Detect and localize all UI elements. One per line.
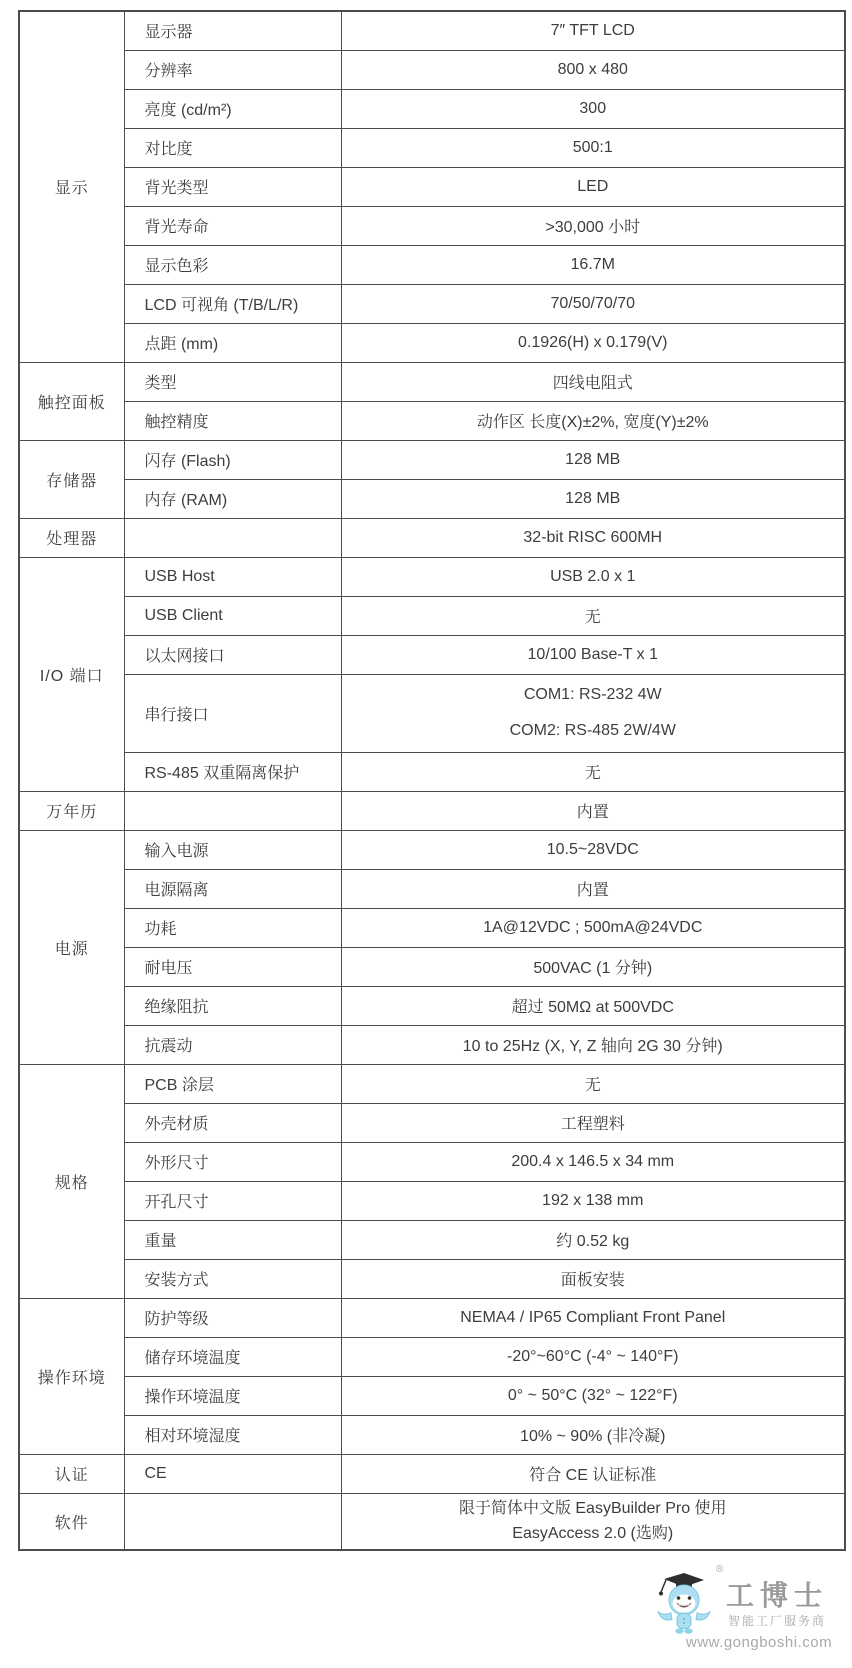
spec-value: 无 [341,1064,845,1103]
spec-label: 点距 (mm) [124,323,341,362]
spec-value: 32-bit RISC 600MH [341,518,845,557]
spec-label: 安装方式 [124,1259,341,1298]
spec-row [19,11,845,50]
spec-label: LCD 可视角 (T/B/L/R) [124,284,341,323]
spec-row [19,674,845,752]
spec-value: 0° ~ 50°C (32° ~ 122°F) [341,1376,845,1415]
spec-value: 128 MB [341,479,845,518]
spec-value: 约 0.52 kg [341,1220,845,1259]
spec-label: 电源隔离 [124,869,341,908]
spec-value: 192 x 138 mm [341,1181,845,1220]
spec-label: RS-485 双重隔离保护 [124,752,341,791]
spec-row [19,1181,845,1220]
spec-value: 无 [341,752,845,791]
spec-row [19,1493,845,1550]
spec-label: 操作环境温度 [124,1376,341,1415]
spec-row [19,50,845,89]
spec-label: 串行接口 [124,674,341,752]
spec-value: 70/50/70/70 [341,284,845,323]
category-cell: 认证 [19,1454,124,1493]
spec-value: 动作区 长度(X)±2%, 宽度(Y)±2% [341,401,845,440]
spec-row [19,206,845,245]
spec-label: 外壳材质 [124,1103,341,1142]
spec-label: 以太网接口 [124,635,341,674]
spec-label: 外形尺寸 [124,1142,341,1181]
spec-label: 重量 [124,1220,341,1259]
spec-row [19,908,845,947]
spec-label [124,791,341,830]
spec-value-line: EasyAccess 2.0 (选购) [512,1525,674,1543]
spec-row [19,635,845,674]
spec-value: 10% ~ 90% (非冷凝) [341,1415,845,1454]
spec-row [19,1298,845,1337]
spec-value [341,674,845,752]
spec-value: 符合 CE 认证标准 [341,1454,845,1493]
spec-row [19,1376,845,1415]
spec-value: NEMA4 / IP65 Compliant Front Panel [341,1298,845,1337]
spec-label: 背光寿命 [124,206,341,245]
category-cell: 软件 [19,1493,124,1550]
spec-label: 类型 [124,362,341,401]
spec-row [19,479,845,518]
spec-value: 工程塑料 [341,1103,845,1142]
category-cell: 触控面板 [19,362,124,440]
spec-row [19,1025,845,1064]
spec-label: 抗震动 [124,1025,341,1064]
spec-label: 储存环境温度 [124,1337,341,1376]
spec-row [19,596,845,635]
spec-row [19,362,845,401]
spec-value: 面板安装 [341,1259,845,1298]
spec-value: 800 x 480 [341,50,845,89]
spec-value [341,1493,845,1550]
spec-value: 四线电阻式 [341,362,845,401]
spec-value: -20°~60°C (-4° ~ 140°F) [341,1337,845,1376]
spec-value-line: COM2: RS-485 2W/4W [509,722,676,739]
spec-label: 显示色彩 [124,245,341,284]
spec-label: 相对环境湿度 [124,1415,341,1454]
brand-tagline: 智能工厂服务商 [728,1614,827,1628]
spec-label: 显示器 [124,11,341,50]
spec-label: 绝缘阻抗 [124,986,341,1025]
spec-row [19,557,845,596]
spec-row [19,440,845,479]
spec-value: 7″ TFT LCD [341,11,845,50]
spec-value: 500VAC (1 分钟) [341,947,845,986]
spec-row [19,1103,845,1142]
spec-value: >30,000 小时 [341,206,845,245]
spec-label [124,518,341,557]
spec-value: 内置 [341,791,845,830]
category-cell: I/O 端口 [19,557,124,791]
brand-url: www.gongboshi.com [686,1634,833,1651]
spec-label: 开孔尺寸 [124,1181,341,1220]
spec-label: PCB 涂层 [124,1064,341,1103]
spec-label: 内存 (RAM) [124,479,341,518]
spec-value: 10 to 25Hz (X, Y, Z 轴向 2G 30 分钟) [341,1025,845,1064]
spec-value: 超过 50MΩ at 500VDC [341,986,845,1025]
category-cell: 显示 [19,11,124,362]
spec-row [19,128,845,167]
category-cell: 操作环境 [19,1298,124,1454]
spec-value-line: COM1: RS-232 4W [523,686,662,703]
category-cell: 处理器 [19,518,124,557]
spec-row [19,1259,845,1298]
spec-value: 200.4 x 146.5 x 34 mm [341,1142,845,1181]
spec-label: 功耗 [124,908,341,947]
spec-label: 触控精度 [124,401,341,440]
spec-label: 闪存 (Flash) [124,440,341,479]
spec-table [18,10,846,1551]
spec-row [19,1064,845,1103]
spec-label: 分辨率 [124,50,341,89]
spec-row [19,1142,845,1181]
spec-row [19,947,845,986]
spec-label: 背光类型 [124,167,341,206]
spec-row [19,869,845,908]
spec-row [19,1454,845,1493]
spec-row [19,89,845,128]
spec-value: 10.5~28VDC [341,830,845,869]
spec-value: 1A@12VDC ; 500mA@24VDC [341,908,845,947]
spec-label: 对比度 [124,128,341,167]
spec-row [19,167,845,206]
mascot-icon [654,1570,714,1636]
spec-value: 300 [341,89,845,128]
spec-label: 耐电压 [124,947,341,986]
category-cell: 万年历 [19,791,124,830]
spec-row [19,401,845,440]
category-cell: 规格 [19,1064,124,1298]
spec-value: 0.1926(H) x 0.179(V) [341,323,845,362]
spec-value: USB 2.0 x 1 [341,557,845,596]
spec-value: 内置 [341,869,845,908]
spec-value: 16.7M [341,245,845,284]
spec-row [19,323,845,362]
spec-table-body [19,11,845,1550]
spec-row [19,518,845,557]
spec-row [19,245,845,284]
category-cell: 电源 [19,830,124,1064]
spec-label: CE [124,1454,341,1493]
spec-label: 输入电源 [124,830,341,869]
spec-row [19,830,845,869]
spec-label: 防护等级 [124,1298,341,1337]
spec-row [19,1337,845,1376]
spec-value: 无 [341,596,845,635]
spec-row [19,1220,845,1259]
gongboshi-logo [648,1564,848,1664]
category-cell: 存储器 [19,440,124,518]
registered-mark: ® [716,1564,724,1575]
brand-name: 工博士 [726,1579,829,1612]
spec-label: USB Client [124,596,341,635]
spec-row [19,284,845,323]
spec-value: 500:1 [341,128,845,167]
spec-row [19,1415,845,1454]
spec-value-line: 限于简体中文版 EasyBuilder Pro 使用 [458,1500,727,1518]
spec-label [124,1493,341,1550]
spec-label: 亮度 (cd/m²) [124,89,341,128]
spec-value: LED [341,167,845,206]
spec-row [19,752,845,791]
spec-label: USB Host [124,557,341,596]
spec-row [19,791,845,830]
spec-value: 128 MB [341,440,845,479]
spec-value: 10/100 Base-T x 1 [341,635,845,674]
spec-row [19,986,845,1025]
